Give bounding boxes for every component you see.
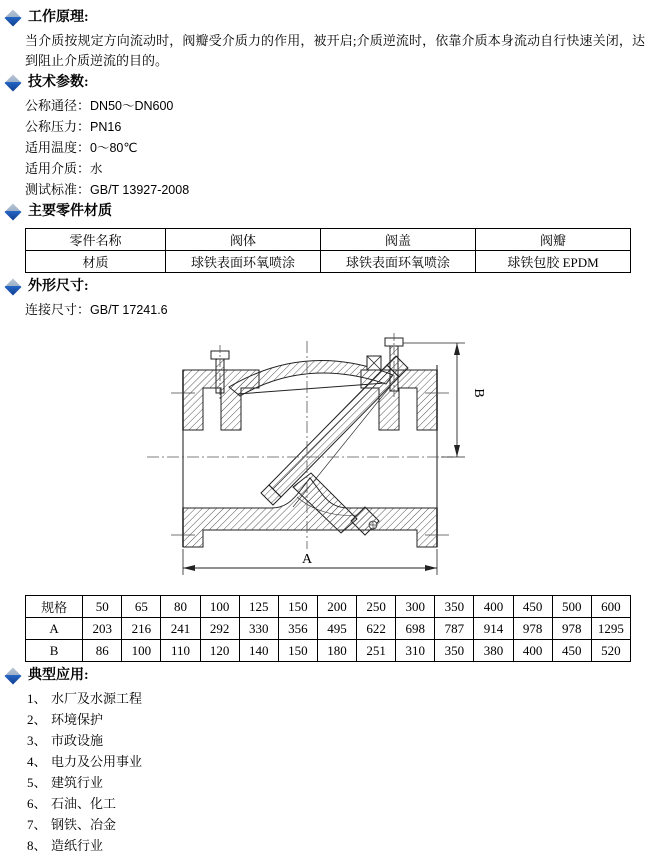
- application-number: 8、: [27, 838, 47, 853]
- application-item: [27, 772, 654, 793]
- table-cell: 203: [83, 618, 122, 640]
- table-cell: 600: [591, 596, 630, 618]
- table-cell: 310: [396, 640, 435, 662]
- application-number: 5、: [27, 775, 47, 790]
- table-cell: 251: [357, 640, 396, 662]
- application-number: 4、: [27, 754, 47, 769]
- table-cell: 100: [200, 596, 239, 618]
- valve-cross-section-drawing: [145, 325, 485, 585]
- application-item: [27, 709, 654, 730]
- working-principle-text: 当介质按规定方向流动时，阀瓣受介质力的作用，被开启;介质逆流时，依靠介质本身流动自行快速关闭，达到阻止介质逆流的目的。: [25, 33, 645, 68]
- table-cell: 150: [278, 596, 317, 618]
- section-working-principle-header: [0, 8, 654, 28]
- application-number: 7、: [27, 817, 47, 832]
- table-cell: 球铁表面环氧喷涂: [166, 251, 321, 273]
- param-value: 0～80℃: [90, 141, 138, 155]
- valve-disc: [269, 365, 399, 497]
- table-cell: 380: [474, 640, 513, 662]
- application-number: 3、: [27, 733, 47, 748]
- application-label: 钢铁、冶金: [51, 817, 117, 832]
- table-cell: 100: [122, 640, 161, 662]
- application-item: [27, 730, 654, 751]
- connection-standard-label: 连接尺寸：: [25, 302, 91, 317]
- application-item: [27, 688, 654, 709]
- table-cell: 阀盖: [321, 229, 476, 251]
- param-label: 适用介质：: [25, 161, 91, 176]
- section-dimensions-header: [0, 277, 654, 297]
- table-cell: 140: [239, 640, 278, 662]
- param-label: 公称通径：: [25, 98, 91, 113]
- param-value: DN50～DN600: [90, 99, 174, 113]
- table-cell: 698: [396, 618, 435, 640]
- param-value: PN16: [90, 120, 122, 134]
- materials-table: [25, 228, 631, 273]
- valve-drawing: [145, 325, 654, 587]
- table-cell: 110: [161, 640, 200, 662]
- section-title: 技术参数:: [28, 75, 89, 90]
- table-cell: 250: [357, 596, 396, 618]
- table-cell: B: [26, 640, 83, 662]
- table-cell: 914: [474, 618, 513, 640]
- application-item: [27, 793, 654, 814]
- tech-param-row: [25, 137, 654, 158]
- application-number: 6、: [27, 796, 47, 811]
- table-cell: 350: [435, 640, 474, 662]
- table-cell: 216: [122, 618, 161, 640]
- section-title: 工作原理:: [28, 10, 89, 25]
- table-cell: 495: [317, 618, 356, 640]
- param-value: 水: [90, 162, 103, 176]
- table-cell: 350: [435, 596, 474, 618]
- table-cell: 787: [435, 618, 474, 640]
- table-cell: 330: [239, 618, 278, 640]
- application-label: 石油、化工: [51, 796, 117, 811]
- application-item: [27, 751, 654, 772]
- connection-standard-value: GB/T 17241.6: [90, 303, 168, 317]
- size-table-row: [26, 596, 631, 618]
- tech-param-row: [25, 179, 654, 200]
- table-cell: 80: [161, 596, 200, 618]
- dimension-a: [183, 549, 437, 575]
- table-cell: 622: [357, 618, 396, 640]
- size-table-row: [26, 618, 631, 640]
- application-label: 电力及公用事业: [51, 754, 143, 769]
- materials-data-row: [26, 251, 631, 273]
- table-cell: 978: [513, 618, 552, 640]
- param-label: 公称压力：: [25, 119, 91, 134]
- table-cell: 241: [161, 618, 200, 640]
- table-cell: 球铁表面环氧喷涂: [321, 251, 476, 273]
- table-cell: 零件名称: [26, 229, 166, 251]
- size-table: [25, 595, 631, 662]
- param-label: 测试标准：: [25, 182, 91, 197]
- table-cell: 500: [552, 596, 591, 618]
- dimension-b-label: B: [471, 388, 485, 398]
- table-cell: 450: [552, 640, 591, 662]
- section-title: 外形尺寸:: [28, 279, 89, 294]
- table-cell: 阀体: [166, 229, 321, 251]
- section-applications-header: [0, 666, 654, 686]
- bottom-body-wall: [183, 478, 437, 547]
- table-cell: 50: [83, 596, 122, 618]
- table-cell: 阀瓣: [476, 229, 631, 251]
- connection-standard-line: [25, 299, 654, 321]
- param-label: 适用温度：: [25, 140, 91, 155]
- table-cell: 180: [317, 640, 356, 662]
- table-cell: 65: [122, 596, 161, 618]
- materials-header-row: [26, 229, 631, 251]
- table-cell: 978: [552, 618, 591, 640]
- application-label: 环境保护: [51, 712, 104, 727]
- application-label: 建筑行业: [51, 775, 104, 790]
- tech-param-row: [25, 158, 654, 179]
- diamond-bullet-icon: [5, 279, 22, 296]
- section-tech-params-header: [0, 73, 654, 93]
- table-cell: 材质: [26, 251, 166, 273]
- table-cell: 球铁包胶 EPDM: [476, 251, 631, 273]
- table-cell: 450: [513, 596, 552, 618]
- table-cell: 1295: [591, 618, 630, 640]
- application-label: 造纸行业: [51, 838, 104, 853]
- application-number: 1、: [27, 691, 47, 706]
- application-item: [27, 835, 654, 856]
- application-number: 2、: [27, 712, 47, 727]
- applications-list: [0, 688, 654, 856]
- application-label: 水厂及水源工程: [51, 691, 143, 706]
- table-cell: 400: [474, 596, 513, 618]
- table-cell: 400: [513, 640, 552, 662]
- diamond-bullet-icon: [5, 10, 22, 27]
- table-cell: 292: [200, 618, 239, 640]
- table-cell: 200: [317, 596, 356, 618]
- section-title: 典型应用:: [28, 668, 89, 683]
- param-value: GB/T 13927-2008: [90, 183, 190, 197]
- application-label: 市政设施: [51, 733, 104, 748]
- table-cell: 300: [396, 596, 435, 618]
- table-cell: 86: [83, 640, 122, 662]
- tech-param-row: [25, 116, 654, 137]
- table-cell: 520: [591, 640, 630, 662]
- section-materials-header: [0, 202, 654, 222]
- application-item: [27, 814, 654, 835]
- table-cell: A: [26, 618, 83, 640]
- size-table-row: [26, 640, 631, 662]
- table-cell: 125: [239, 596, 278, 618]
- table-cell: 规格: [26, 596, 83, 618]
- dimension-b: [403, 343, 485, 457]
- table-cell: 356: [278, 618, 317, 640]
- hinge-pin: [367, 356, 381, 370]
- diamond-bullet-icon: [5, 204, 22, 221]
- tech-params-list: [0, 95, 654, 200]
- table-cell: 120: [200, 640, 239, 662]
- table-cell: 150: [278, 640, 317, 662]
- dimension-a-label: A: [301, 552, 313, 567]
- diamond-bullet-icon: [5, 668, 22, 685]
- tech-param-row: [25, 95, 654, 116]
- diamond-bullet-icon: [5, 75, 22, 92]
- section-applications: [0, 666, 654, 856]
- section-title: 主要零件材质: [28, 204, 112, 219]
